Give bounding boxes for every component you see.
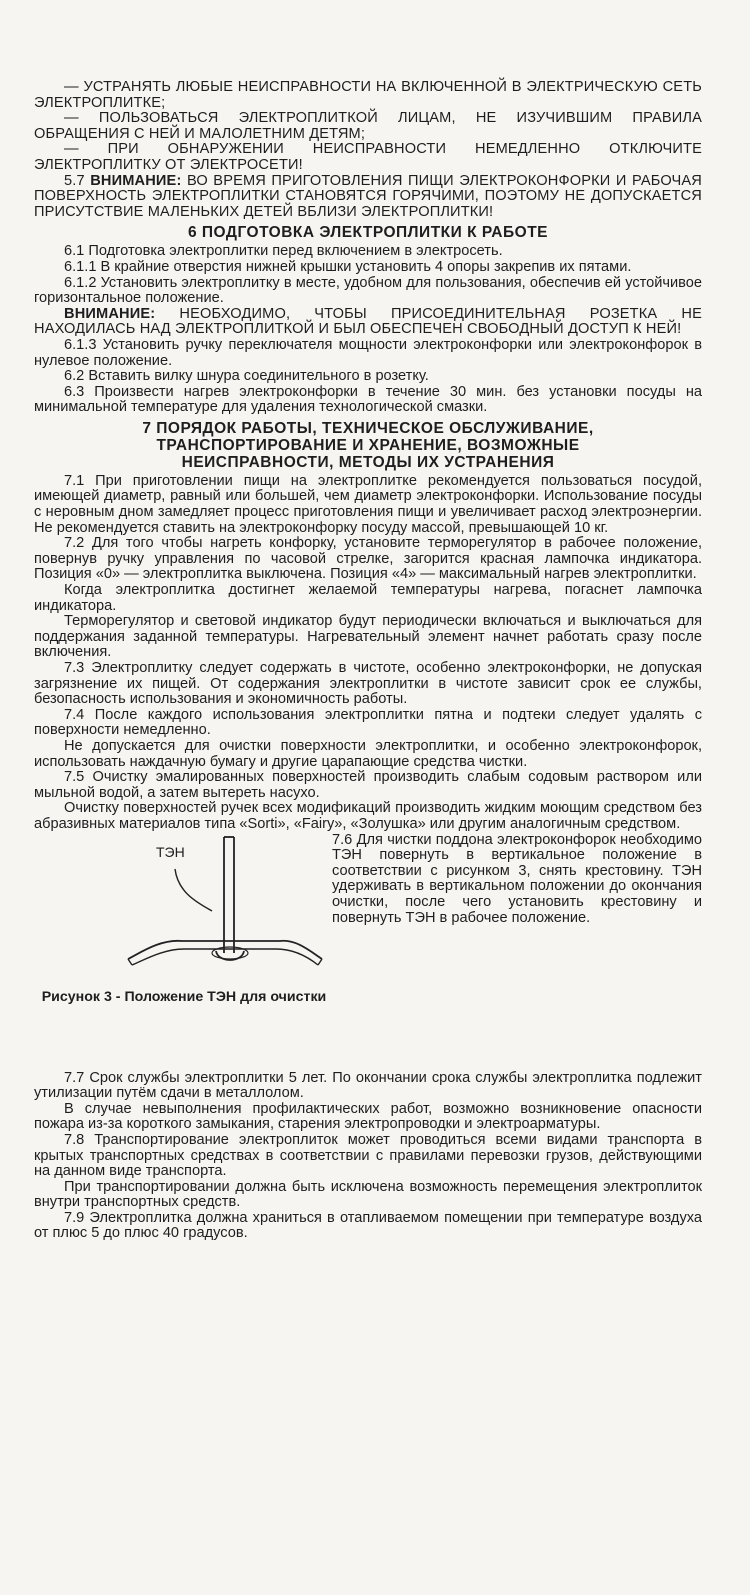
paragraph-7-8-b: При транспортировании должна быть исключена возможность перемещения электроплиток внутри транспортных средств. [34, 1178, 702, 1211]
title-line: 7 ПОРЯДОК РАБОТЫ, ТЕХНИЧЕСКОЕ ОБСЛУЖИВАНИЕ, [142, 419, 594, 437]
warning-text: ВО ВРЕМЯ ПРИГОТОВЛЕНИЯ ПИЩИ ЭЛЕКТРОКОНФОРКИ И РАБОЧАЯ ПОВЕРХНОСТЬ ЭЛЕКТРОПЛИТКИ СТАНОВЯТСЯ ГОРЯЧИМИ, ПОЭТОМУ НЕ ДОПУСКАЕТСЯ ПРИСУТСТВИЕ МАЛЕНЬКИХ ДЕТЕЙ ВБЛИЗИ ЭЛЕКТРОПЛИТКИ! [34, 172, 702, 220]
paragraph-6-1-1: 6.1.1 В крайние отверстия нижней крышки установить 4 опоры закрепив их пятами. [64, 258, 632, 275]
paragraph-7-2-c: Терморегулятор и световой индикатор будут периодически включаться и выключаться для поддержания заданной температуры. Нагревательный элемент начнет работать сразу после включения. [34, 613, 702, 661]
paragraph-7-8: 7.8 Транспортирование электроплиток может проводиться всеми видами транспорта в крытых транспортных средствах в соответствии с правилами перевозки грузов, действующими на данном виде транспорта. [34, 1131, 702, 1180]
paragraph-5-7 [34, 174, 702, 221]
safety-list [34, 80, 702, 220]
paragraph-6-3: 6.3 Произвести нагрев электроконфорки в течение 30 мин. без установки посуды на минимальной температуре для удаления технологической смазки. [34, 383, 702, 416]
paragraph-7-4-b: Не допускается для очистки поверхности электроплитки, и особенно электроконфорок, использовать наждачную бумагу и другие царапающие средства чистки. [34, 737, 702, 770]
paragraph-6-1: 6.1 Подготовка электроплитки перед включением в электросеть. [64, 243, 503, 260]
paragraph-7-7-b: В случае невыполнения профилактических работ, возможно возникновение опасности пожара из-за короткого замыкания, старения электропроводки и электроарматуры. [34, 1100, 702, 1133]
paragraph-6-1-3: 6.1.3 Установить ручку переключателя мощности электроконфорки или электроконфорок в нулевое положение. [34, 336, 702, 369]
section-7-title [34, 420, 702, 471]
paragraph-7-1: 7.1 При приготовлении пищи на электроплитке рекомендуется пользоваться посудой, имеющей диаметр, равный или большей, чем диаметр электроконфорки. Использование посуды с неровным дном замедляет процесс приготовления пищи и увеличивает расход электроэнергии. Не рекомендуется ставить на электроконфорку посуду массой, превышающей 10 кг. [34, 472, 702, 536]
prohibition-item: — ПОЛЬЗОВАТЬСЯ ЭЛЕКТРОПЛИТКОЙ ЛИЦАМ, НЕ ИЗУЧИВШИМ ПРАВИЛА ОБРАЩЕНИЯ С НЕЙ И МАЛОЛЕТНИМ ДЕТЯМ; [34, 110, 702, 142]
paragraph-7-2: 7.2 Для того чтобы нагреть конфорку, установите терморегулятор в рабочее положение, повернув ручку управления по часовой стрелке, загорится красная лампочка индикатора. Позиция «0» — электроплитка выключена. Позиция «4» — максимальный нагрев электроплитки. [34, 535, 702, 583]
title-line: НЕИСПРАВНОСТИ, МЕТОДЫ ИХ УСТРАНЕНИЯ [181, 453, 555, 471]
paragraph-7-7: 7.7 Срок службы электроплитки 5 лет. По окончании срока службы электроплитка подлежит утилизации путём сдачи в металлолом. [34, 1069, 702, 1102]
paragraph-7-2-b: Когда электроплитка достигнет желаемой температуры нагрева, погаснет лампочка индикатора. [34, 582, 702, 614]
paragraph-7-5-b: Очистку поверхностей ручек всех модификаций производить жидким моющим средством без абразивных материалов типа «Sorti», «Fairy», «Золушка» или другим аналогичным средством. [34, 800, 702, 832]
title-line: ТРАНСПОРТИРОВАНИЕ И ХРАНЕНИЕ, ВОЗМОЖНЫЕ [156, 436, 580, 454]
paragraph-6-1-2: 6.1.2 Установить электроплитку в месте, удобном для пользования, обеспечив ей устойчивое горизонтальное положение. [34, 274, 702, 307]
paragraph-7-5: 7.5 Очистку эмалированных поверхностей производить слабым содовым раствором или мыльной водой, а затем вытереть насухо. [34, 769, 702, 801]
paragraph-7-9: 7.9 Электроплитка должна храниться в отапливаемом помещении при температуре воздуха от плюс 5 до плюс 40 градусов. [34, 1209, 702, 1242]
figure-label-ten: ТЭН [156, 843, 185, 860]
paragraph-7-3: 7.3 Электроплитку следует содержать в чистоте, особенно электроконфорки, не допуская загрязнение их пищей. От содержания электроплитки в чистоте зависит срок ее службы, безопасность использования и экономичность работы. [34, 660, 702, 708]
warning-text: НЕОБХОДИМО, ЧТОБЫ ПРИСОЕДИНИТЕЛЬНАЯ РОЗЕТКА НЕ НАХОДИЛАСЬ НАД ЭЛЕКТРОПЛИТКОЙ И БЫЛ ОБЕСПЕЧЕН СВОБОДНЫЙ ДОСТУП К НЕЙ! [34, 305, 702, 338]
figure-3 [34, 833, 334, 1071]
heating-element-diagram [120, 833, 330, 983]
figure-caption: Рисунок 3 - Положение ТЭН для очистки [41, 988, 327, 1005]
paragraph-7-4: 7.4 После каждого использования электроплитки пятна и подтеки следует удалять с поверхности немедленно. [34, 706, 702, 739]
warning-label: ВНИМАНИЕ: [64, 305, 156, 322]
clause-number: 5.7 [64, 172, 85, 189]
paragraph-6-2: 6.2 Вставить вилку шнура соединительного в розетку. [64, 368, 429, 385]
document-body [34, 80, 702, 1242]
figure-row [34, 833, 702, 1071]
prohibition-item: — ПРИ ОБНАРУЖЕНИИ НЕИСПРАВНОСТИ НЕМЕДЛЕННО ОТКЛЮЧИТЕ ЭЛЕКТРОПЛИТКУ ОТ ЭЛЕКТРОСЕТИ! [34, 141, 702, 173]
paragraph-7-6-text: 7.6 Для чистки поддона электроконфорок необходимо ТЭН повернуть в вертикальное положение в соответствии с рисунком 3, снять крестовину. ТЭН удерживать в вертикальном положении до окончания очистки, после чего установить крестовину и повернуть ТЭН в рабочее положение. [332, 831, 702, 926]
section-6-title: 6 ПОДГОТОВКА ЭЛЕКТРОПЛИТКИ К РАБОТЕ [187, 224, 549, 242]
paragraph-7-6 [332, 833, 702, 927]
prohibition-item: — УСТРАНЯТЬ ЛЮБЫЕ НЕИСПРАВНОСТИ НА ВКЛЮЧЕННОЙ В ЭЛЕКТРИЧЕСКУЮ СЕТЬ ЭЛЕКТРОПЛИТКЕ; [34, 79, 702, 111]
warning-paragraph [34, 307, 702, 338]
warning-label: ВНИМАНИЕ: [90, 172, 182, 189]
